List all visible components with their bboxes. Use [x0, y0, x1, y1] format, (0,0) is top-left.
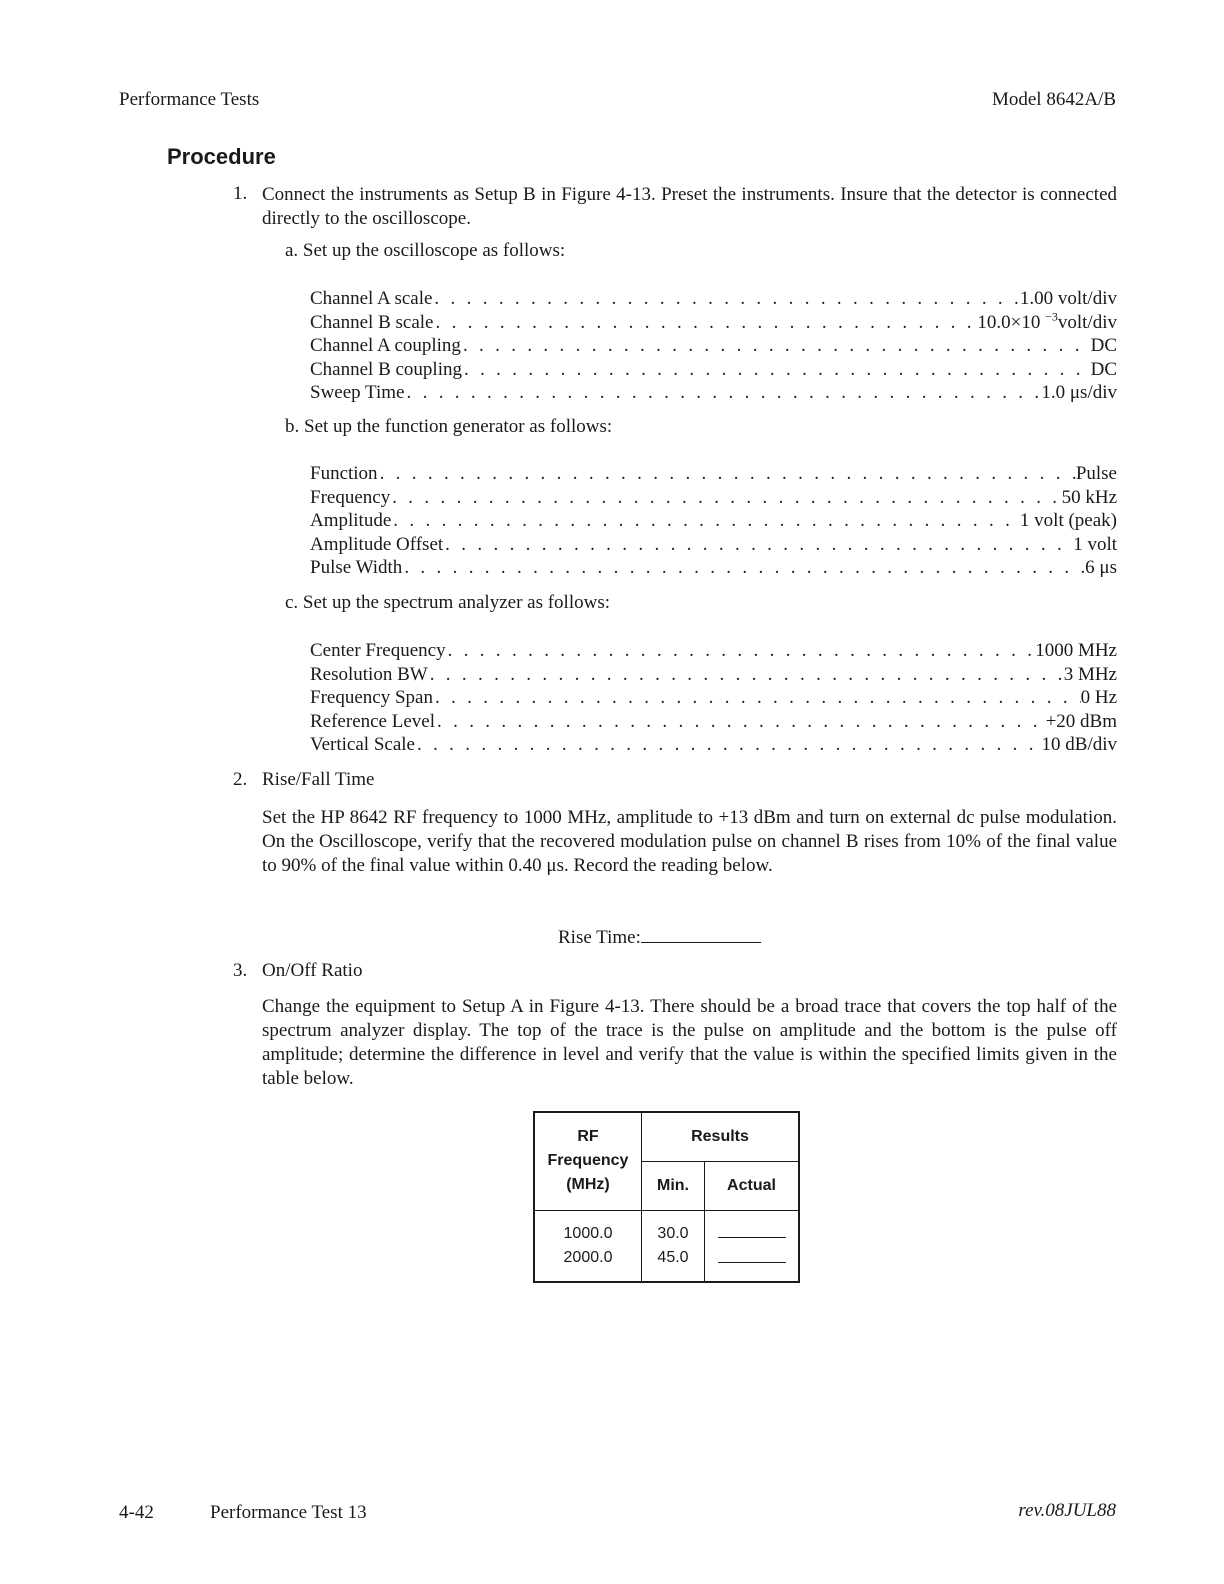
- setting-name: Function: [310, 463, 378, 484]
- header-line: (MHz): [566, 1176, 610, 1194]
- setting-row: [310, 686, 1117, 710]
- step1c-label: c. Set up the spectrum analyzer as follows:: [285, 592, 611, 613]
- setting-name: Channel B scale: [310, 311, 434, 333]
- setting-row: [310, 509, 1117, 533]
- actual-blank[interactable]: [718, 1246, 786, 1263]
- setting-value: 1.00 volt/div: [1019, 288, 1117, 309]
- spectrum-analyzer-settings: [310, 639, 1117, 757]
- setting-value: 6 μs: [1085, 557, 1117, 579]
- setting-name: Resolution BW: [310, 663, 428, 685]
- setting-name: Channel A scale: [310, 288, 433, 309]
- step1a-label: a. Set up the oscilloscope as follows:: [285, 240, 566, 261]
- table-cell: 2000.0: [563, 1248, 613, 1266]
- setting-value: 3 MHz: [1063, 663, 1117, 685]
- setting-value: +20 dBm: [1045, 710, 1117, 732]
- setting-value: 10 dB/div: [1041, 734, 1117, 756]
- on-off-ratio-table: [533, 1111, 800, 1283]
- table-cell: 45.0: [657, 1248, 689, 1266]
- setting-row: [310, 381, 1117, 405]
- setting-value: 1 volt (peak): [1019, 510, 1117, 532]
- value-exponent: −3: [1045, 309, 1058, 324]
- setting-name: Vertical Scale: [310, 734, 415, 756]
- setting-row: [310, 733, 1117, 757]
- rise-time-record: [558, 924, 761, 949]
- setting-name: Sweep Time: [310, 382, 405, 404]
- setting-name: Pulse Width: [310, 557, 403, 579]
- setting-name: Channel A coupling: [310, 335, 461, 357]
- setting-name: Reference Level: [310, 710, 435, 732]
- setting-value: [977, 311, 1117, 335]
- step3-number: 3.: [233, 960, 248, 981]
- setting-row: [310, 533, 1117, 557]
- frequency-cell: [534, 1210, 642, 1282]
- rise-time-blank[interactable]: [641, 924, 761, 943]
- setting-row: [310, 663, 1117, 687]
- setting-row: [310, 639, 1117, 663]
- setting-name: Frequency: [310, 486, 391, 508]
- setting-row: [310, 462, 1117, 486]
- results-header: Results: [642, 1112, 800, 1161]
- header-line: Frequency: [547, 1152, 629, 1170]
- setting-name: Amplitude Offset: [310, 533, 444, 555]
- actual-cell: [705, 1210, 800, 1282]
- setting-row: [310, 358, 1117, 382]
- setting-name: Frequency Span: [310, 687, 433, 709]
- function-generator-settings: [310, 462, 1117, 580]
- setting-value: Pulse: [1075, 463, 1117, 484]
- min-cell: [642, 1210, 705, 1282]
- footer-title: Performance Test 13: [210, 1502, 367, 1523]
- setting-row: [310, 287, 1117, 311]
- setting-row: [310, 486, 1117, 510]
- setting-row: [310, 311, 1117, 335]
- table-cell: 1000.0: [563, 1224, 613, 1242]
- step2-title: Rise/Fall Time: [262, 769, 375, 790]
- setting-value: 1.0 μs/div: [1041, 382, 1117, 404]
- step3-text: Change the equipment to Setup A in Figure 4-13. There should be a broad trace that covers the top half of the spectrum analyzer display. The top of the trace is the pulse on amplitude and the bottom is the pulse off amplitude; determine the difference in level and verify that the value is within the specified limits given in the table below.: [262, 996, 1117, 1089]
- actual-blank[interactable]: [718, 1221, 786, 1238]
- setting-value: 1 volt: [1073, 533, 1117, 555]
- rise-time-label: Rise Time:: [558, 927, 641, 948]
- setting-row: [310, 334, 1117, 358]
- step1-number: 1.: [233, 183, 248, 204]
- setting-name: Amplitude: [310, 510, 392, 532]
- setting-name: Channel B coupling: [310, 358, 462, 380]
- step1-text: Connect the instruments as Setup B in Figure 4-13. Preset the instruments. Insure that the detector is connected directly to the oscilloscope.: [262, 184, 1117, 229]
- oscilloscope-settings: [310, 287, 1117, 405]
- table-cell: 30.0: [657, 1224, 689, 1242]
- footer-page-number: 4-42: [119, 1502, 154, 1523]
- header-left: Performance Tests: [119, 89, 260, 110]
- step1b-label: b. Set up the function generator as follows:: [285, 416, 613, 437]
- setting-value: 0 Hz: [1080, 687, 1117, 709]
- setting-row: [310, 556, 1117, 580]
- setting-value: DC: [1090, 358, 1117, 380]
- actual-header: Actual: [705, 1161, 800, 1210]
- setting-value: 50 kHz: [1061, 486, 1117, 508]
- section-title: Procedure: [167, 144, 276, 169]
- step2-number: 2.: [233, 769, 248, 790]
- header-line: RF: [577, 1128, 599, 1146]
- setting-name: Center Frequency: [310, 640, 446, 661]
- setting-value: DC: [1090, 335, 1117, 357]
- footer-revision: rev.08JUL88: [1018, 1500, 1116, 1521]
- header-right: Model 8642A/B: [991, 89, 1116, 110]
- min-header: Min.: [642, 1161, 705, 1210]
- step3-title: On/Off Ratio: [262, 960, 363, 981]
- setting-row: [310, 710, 1117, 734]
- value-base: 10.0×10: [977, 311, 1046, 333]
- rf-frequency-header: [534, 1112, 642, 1210]
- value-unit: volt/div: [1057, 311, 1117, 333]
- setting-value: 1000 MHz: [1035, 640, 1117, 661]
- step2-text: Set the HP 8642 RF frequency to 1000 MHz, amplitude to +13 dBm and turn on external dc pulse modulation. On the Oscilloscope, verify that the recovered modulation pulse on channel B rises from 10% of the final value to 90% of the final value within 0.40 μs. Record the reading below.: [262, 807, 1117, 876]
